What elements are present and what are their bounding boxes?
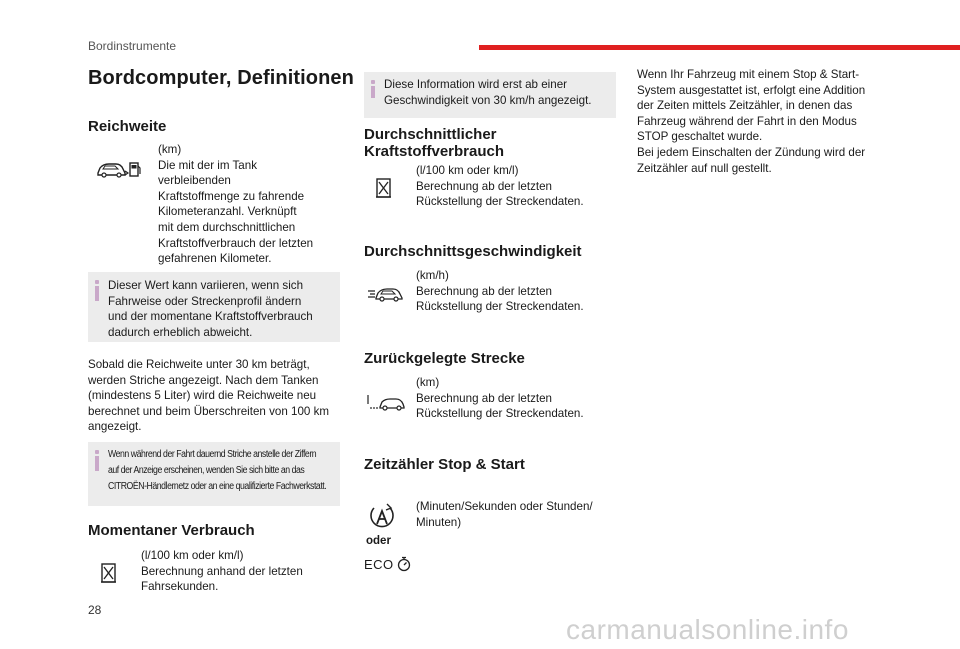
description-line: Rückstellung der Streckendaten. <box>416 195 584 209</box>
paragraph-line: STOP geschaltet wurde. <box>637 130 763 144</box>
heading-zurueckgelegte-strecke: Zurückgelegte Strecke <box>364 350 525 367</box>
description-line: (km) <box>416 376 440 389</box>
car-speed-icon <box>368 285 404 303</box>
momentan-description <box>141 548 341 595</box>
description-line: Berechnung ab der letzten <box>416 391 553 405</box>
info-note-line: Fahrweise oder Streckenprofil ändern <box>108 294 302 308</box>
info-note-line: und der momentane Kraftstoffverbrauch <box>108 310 313 324</box>
stopstart-a-icon <box>368 502 396 532</box>
info-note-line: Diese Information wird erst ab einer <box>384 78 568 91</box>
page-title: Bordcomputer, Definitionen <box>88 67 354 89</box>
info-note-line: auf der Anzeige erscheinen, wenden Sie sich bitte an das <box>108 465 305 476</box>
reichweite-unit: (km) <box>158 143 182 156</box>
paragraph-line: Wenn Ihr Fahrzeug mit einem Stop & Start- <box>637 68 860 81</box>
reichweite-description <box>158 142 338 267</box>
momentan-line: Berechnung anhand der letzten <box>141 564 303 578</box>
info-note-striche <box>88 442 340 506</box>
car-distance-icon <box>366 394 406 412</box>
heading-line: Durchschnittlicher <box>364 126 497 143</box>
paragraph-line: Sobald die Reichweite unter 30 km beträgt, <box>88 358 310 371</box>
page-number: 28 <box>88 603 102 617</box>
paragraph-line: berechnet und beim Überschreiten von 100 km <box>88 404 330 418</box>
description-line: Berechnung ab der letzten <box>416 179 553 193</box>
info-icon <box>95 280 99 301</box>
info-note-text <box>384 77 610 108</box>
durchschnitt-verbrauch-description <box>416 163 616 210</box>
reichweite-body-line: gefahrenen Kilometer. <box>158 252 272 266</box>
eco-timer-indicator <box>364 556 411 572</box>
info-icon <box>371 80 375 98</box>
paragraph-line: Fahrzeug während der Fahrt in den Modus <box>637 114 857 128</box>
heading-reichweite: Reichweite <box>88 118 167 135</box>
info-note-line: Geschwindigkeit von 30 km/h angezeigt. <box>384 93 592 107</box>
momentan-line: (l/100 km oder km/l) <box>141 549 244 562</box>
description-line: Rückstellung der Streckendaten. <box>416 407 584 421</box>
description-line: (Minuten/Sekunden oder Stunden/ <box>416 500 593 513</box>
paragraph-line: der Zeiten mittels Zeitzähler, in denen das <box>637 99 853 113</box>
reichweite-body-line: verbleibenden <box>158 174 231 188</box>
paragraph-line: (mindestens 5 Liter) wird die Reichweite neu <box>88 389 317 403</box>
info-note-line: dadurch erheblich abweicht. <box>108 325 253 339</box>
header-accent-bar <box>479 45 960 50</box>
description-line: Minuten) <box>416 515 462 529</box>
reichweite-body-line: mit dem durchschnittlichen <box>158 220 296 234</box>
heading-line: Kraftstoffverbrauch <box>364 143 505 160</box>
heading-durchschnittsgeschwindigkeit: Durchschnittsgeschwindigkeit <box>364 243 582 260</box>
reichweite-body-line: Kraftstoffverbrauch der letzten <box>158 236 314 250</box>
info-note-line: Wenn während der Fahrt dauernd Striche anstelle der Ziffern <box>108 449 317 460</box>
heading-durchschnittlicher-verbrauch <box>364 126 504 160</box>
description-line: Rückstellung der Streckendaten. <box>416 300 584 314</box>
heading-zeitzaehler-stop-start: Zeitzähler Stop & Start <box>364 456 525 473</box>
heading-momentaner-verbrauch: Momentaner Verbrauch <box>88 522 255 539</box>
description-line: (km/h) <box>416 269 449 282</box>
paragraph-line: angezeigt. <box>88 420 142 434</box>
reichweite-body-line: Die mit der im Tank <box>158 158 258 172</box>
timer-icon <box>397 556 411 572</box>
info-note-line: CITROËN-Händlernetz oder an eine qualifizierte Fachwerkstatt. <box>108 481 327 492</box>
paragraph-line: werden Striche angezeigt. Nach dem Tanken <box>88 373 319 387</box>
info-note-line: Dieser Wert kann variieren, wenn sich <box>108 279 304 292</box>
info-note-text <box>108 447 351 495</box>
eco-label: ECO <box>364 556 394 572</box>
info-note-reichweite <box>88 272 340 342</box>
paragraph-line: Bei jedem Einschalten der Zündung wird der <box>637 145 866 159</box>
stopstart-description <box>416 499 616 530</box>
description-line: Berechnung ab der letzten <box>416 284 553 298</box>
reichweite-paragraph <box>88 357 348 435</box>
momentan-line: Fahrsekunden. <box>141 580 219 594</box>
info-note-text <box>108 278 334 340</box>
stopstart-explanation <box>637 67 907 176</box>
section-label: Bordinstrumente <box>88 39 177 53</box>
oder-label: oder <box>366 535 391 547</box>
strecke-description <box>416 375 616 422</box>
fuel-gauge-icon <box>375 176 395 200</box>
durchschnitt-geschw-description <box>416 268 616 315</box>
reichweite-body-line: Kraftstoffmenge zu fahrende <box>158 189 305 203</box>
reichweite-body-line: Kilometeranzahl. Verknüpft <box>158 205 297 219</box>
info-icon <box>95 450 99 471</box>
watermark: carmanualsonline.info <box>566 614 849 645</box>
fuel-gauge-icon <box>100 561 120 585</box>
car-pump-icon <box>96 160 142 180</box>
paragraph-line: Zeitzähler auf null gestellt. <box>637 161 772 175</box>
info-note-geschwindigkeit <box>364 72 616 118</box>
paragraph-line: System ausgestattet ist, erfolgt eine Addition <box>637 83 866 97</box>
description-line: (l/100 km oder km/l) <box>416 164 519 177</box>
